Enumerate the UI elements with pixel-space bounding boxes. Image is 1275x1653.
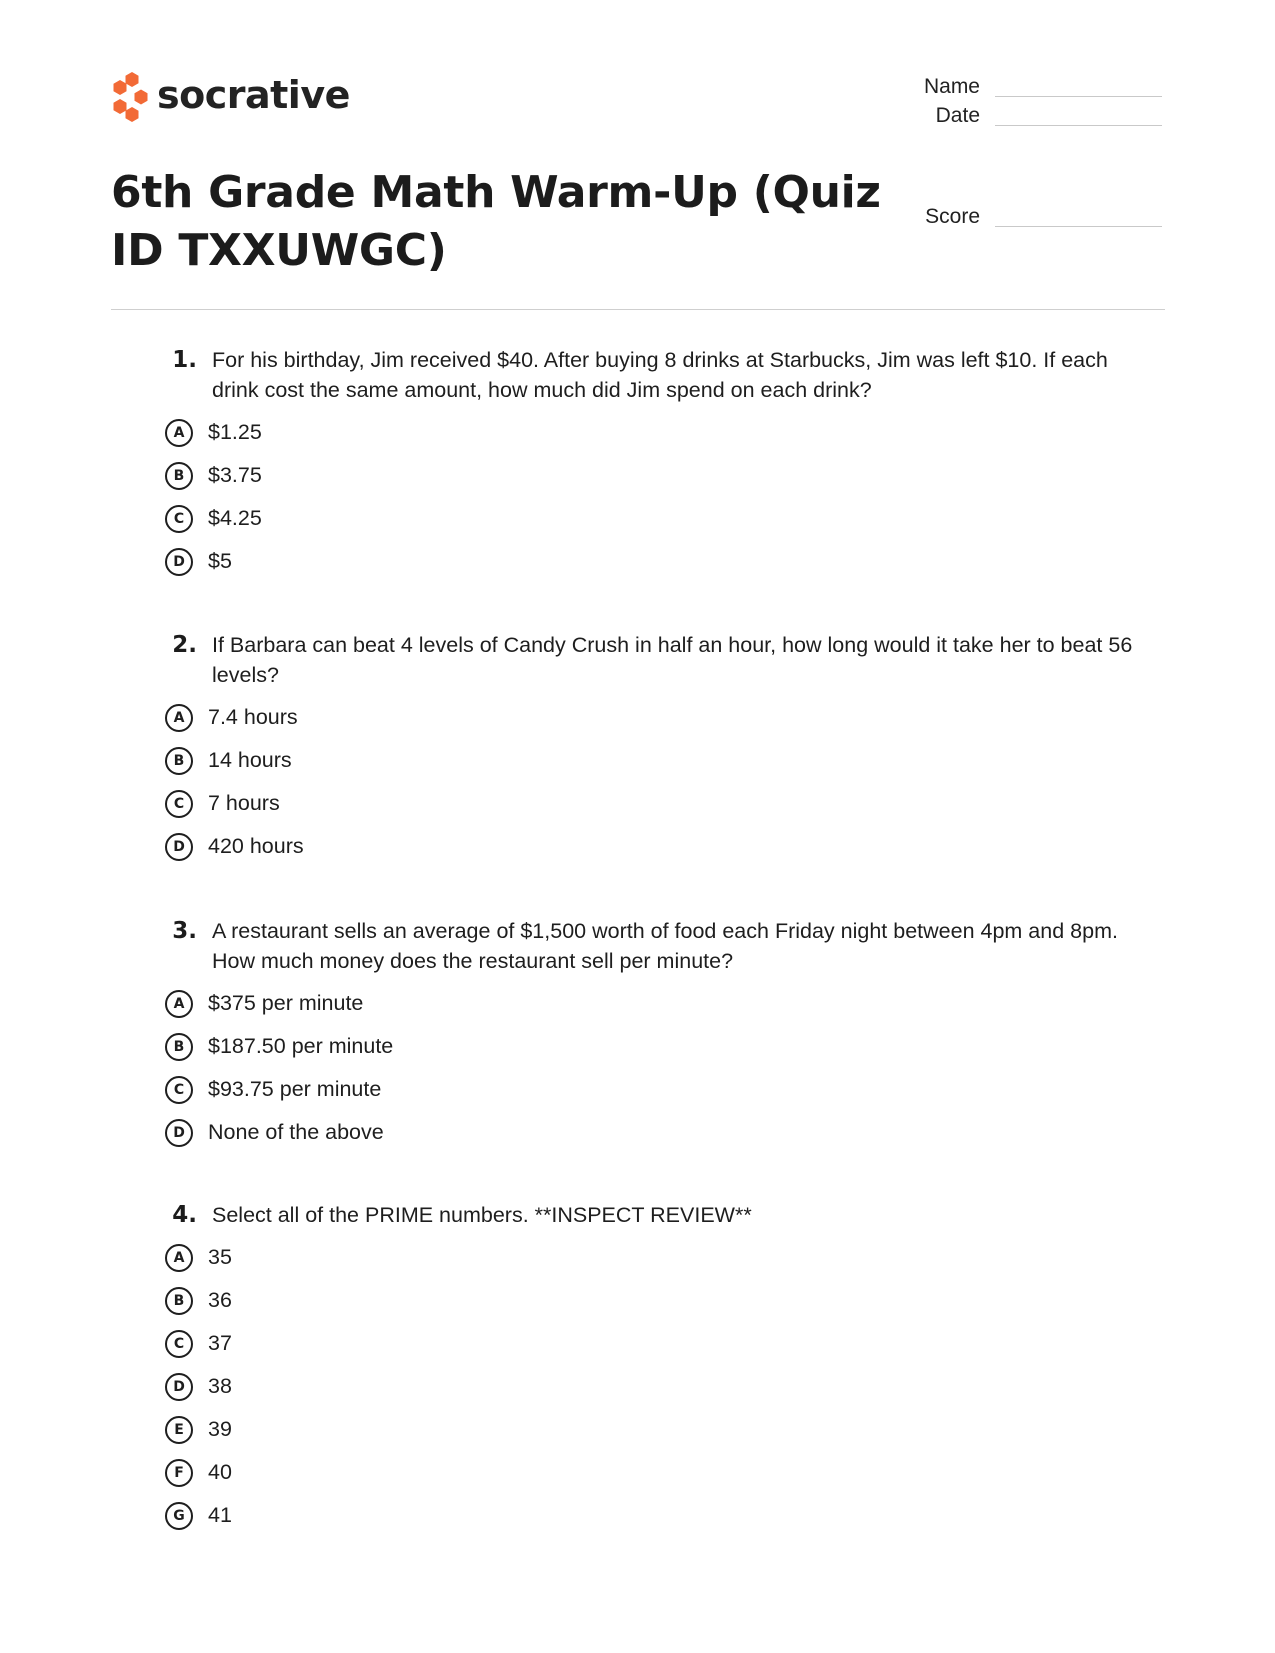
question-number: 3.	[172, 918, 197, 944]
question-header	[165, 630, 1145, 690]
answer-choice-a[interactable]	[165, 982, 1145, 1025]
question-2	[165, 630, 1145, 868]
question-header	[165, 916, 1145, 976]
choice-text: $187.50 per minute	[208, 1034, 394, 1058]
date-field[interactable]	[995, 125, 1162, 126]
answer-choice-d[interactable]	[165, 1111, 1145, 1154]
score-label: Score	[925, 205, 980, 228]
choice-bubble[interactable]: G	[165, 1502, 193, 1530]
choice-bubble[interactable]: D	[165, 1373, 193, 1401]
choice-text: $1.25	[208, 420, 262, 444]
choice-text: $3.75	[208, 463, 262, 487]
answer-choice-e[interactable]	[165, 1408, 1145, 1451]
choice-bubble[interactable]: C	[165, 505, 193, 533]
answer-choice-d[interactable]	[165, 825, 1145, 868]
question-text: If Barbara can beat 4 levels of Candy Crush in half an hour, how long would it take her to beat 56 levels?	[212, 633, 1133, 687]
answer-choice-f[interactable]	[165, 1451, 1145, 1494]
question-number: 1.	[172, 347, 197, 373]
question-text: A restaurant sells an average of $1,500 worth of food each Friday night between 4pm and 8pm. How much money does the restaurant sell per minute?	[212, 919, 1118, 973]
question-text: For his birthday, Jim received $40. After buying 8 drinks at Starbucks, Jim was left $10. If each drink cost the same amount, how much did Jim spend on each drink?	[212, 348, 1108, 402]
answer-choice-c[interactable]	[165, 1068, 1145, 1111]
choice-text: 14 hours	[208, 748, 292, 772]
answer-choices	[165, 696, 1145, 868]
choice-bubble[interactable]: B	[165, 1033, 193, 1061]
question-header	[165, 345, 1145, 405]
answer-choice-a[interactable]	[165, 411, 1145, 454]
choice-bubble[interactable]: B	[165, 462, 193, 490]
choice-text: 37	[208, 1331, 232, 1355]
question-header	[165, 1200, 1145, 1230]
choice-text: $4.25	[208, 506, 262, 530]
choice-bubble[interactable]: A	[165, 419, 193, 447]
choice-bubble[interactable]: F	[165, 1459, 193, 1487]
choice-bubble[interactable]: D	[165, 833, 193, 861]
choice-text: 40	[208, 1460, 232, 1484]
choice-text: $375 per minute	[208, 991, 364, 1015]
choice-bubble[interactable]: B	[165, 1287, 193, 1315]
choice-text: $5	[208, 549, 232, 573]
answer-choice-b[interactable]	[165, 1025, 1145, 1068]
answer-choices	[165, 982, 1145, 1154]
answer-choice-c[interactable]	[165, 497, 1145, 540]
question-4	[165, 1200, 1145, 1537]
name-field[interactable]	[995, 96, 1162, 97]
socrative-logo	[112, 72, 350, 122]
question-3	[165, 916, 1145, 1154]
answer-choice-b[interactable]	[165, 739, 1145, 782]
socrative-hexagon-icon	[112, 72, 148, 122]
choice-text: 39	[208, 1417, 232, 1441]
answer-choice-a[interactable]	[165, 1236, 1145, 1279]
question-text: Select all of the PRIME numbers. **INSPECT REVIEW**	[212, 1203, 752, 1227]
answer-choice-c[interactable]	[165, 782, 1145, 825]
answer-choice-b[interactable]	[165, 1279, 1145, 1322]
name-label: Name	[923, 75, 980, 98]
answer-choice-g[interactable]	[165, 1494, 1145, 1537]
choice-bubble[interactable]: D	[165, 548, 193, 576]
question-number: 4.	[172, 1202, 197, 1228]
score-row	[880, 205, 1165, 229]
answer-choice-d[interactable]	[165, 1365, 1145, 1408]
question-1	[165, 345, 1145, 583]
choice-text: 7 hours	[208, 791, 280, 815]
choice-bubble[interactable]: C	[165, 790, 193, 818]
choice-text: 35	[208, 1245, 232, 1269]
score-field[interactable]	[995, 226, 1162, 227]
answer-choice-a[interactable]	[165, 696, 1145, 739]
choice-text: $93.75 per minute	[208, 1077, 382, 1101]
header-divider	[111, 309, 1165, 310]
brand-name: socrative	[157, 73, 350, 117]
choice-text: 41	[208, 1503, 232, 1527]
choice-text: 7.4 hours	[208, 705, 298, 729]
choice-text: 38	[208, 1374, 232, 1398]
choice-text: None of the above	[208, 1120, 384, 1144]
choice-bubble[interactable]: A	[165, 704, 193, 732]
choice-bubble[interactable]: C	[165, 1330, 193, 1358]
question-number: 2.	[172, 632, 197, 658]
date-row	[880, 104, 1165, 128]
choice-bubble[interactable]: B	[165, 747, 193, 775]
choice-text: 36	[208, 1288, 232, 1312]
choice-bubble[interactable]: C	[165, 1076, 193, 1104]
page-title: 6th Grade Math Warm-Up (Quiz ID TXXUWGC)	[111, 167, 881, 276]
answer-choice-d[interactable]	[165, 540, 1145, 583]
choice-bubble[interactable]: A	[165, 990, 193, 1018]
name-row	[880, 75, 1165, 99]
answer-choices	[165, 411, 1145, 583]
choice-bubble[interactable]: A	[165, 1244, 193, 1272]
answer-choice-c[interactable]	[165, 1322, 1145, 1365]
choice-bubble[interactable]: E	[165, 1416, 193, 1444]
choice-bubble[interactable]: D	[165, 1119, 193, 1147]
answer-choices	[165, 1236, 1145, 1537]
answer-choice-b[interactable]	[165, 454, 1145, 497]
date-label: Date	[935, 104, 980, 127]
choice-text: 420 hours	[208, 834, 304, 858]
